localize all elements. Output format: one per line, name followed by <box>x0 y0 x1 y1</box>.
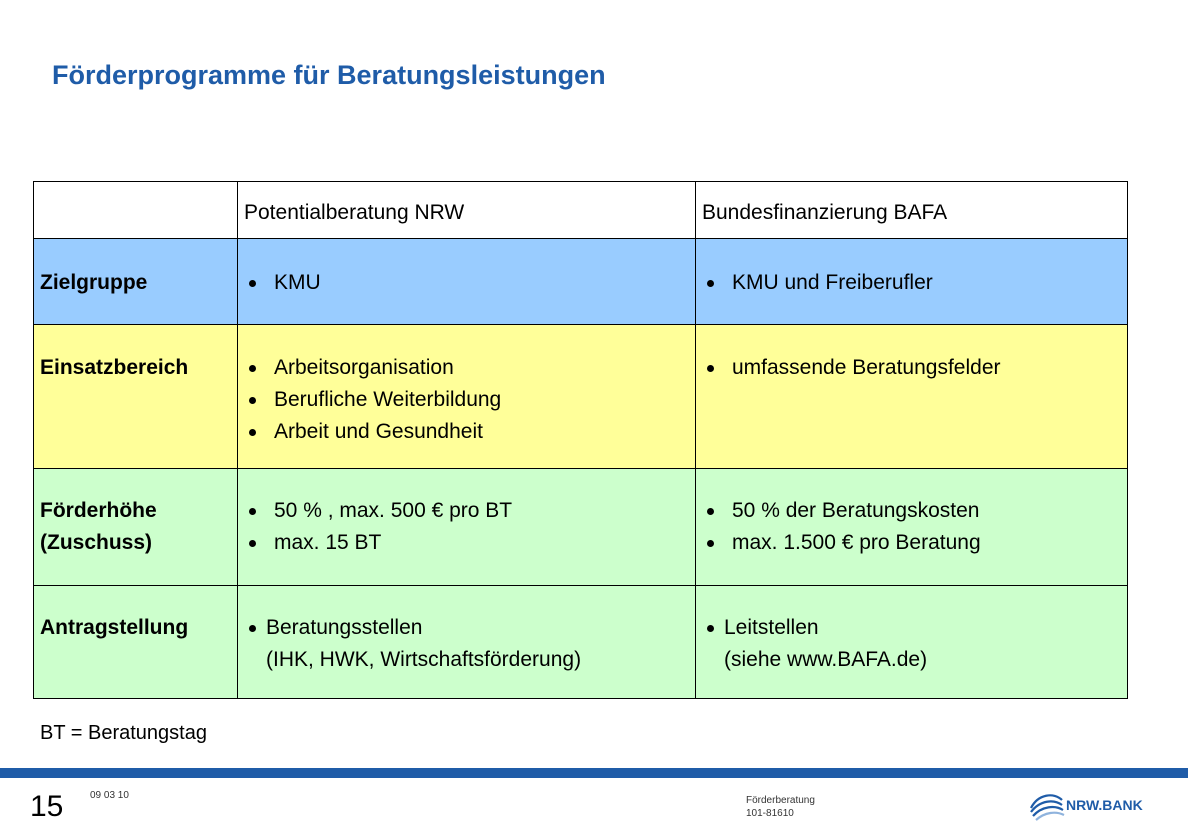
bullet-icon <box>249 540 256 547</box>
list-item: Beratungsstellen (IHK, HWK, Wirtschaftsförderung) <box>244 612 695 676</box>
footer-date: 09 03 10 <box>90 790 129 801</box>
bullet-icon <box>249 625 256 632</box>
bullet-icon <box>707 540 714 547</box>
header-cell-bafa: Bundesfinanzierung BAFA <box>696 182 1128 239</box>
list-item: Arbeit und Gesundheit <box>244 416 695 448</box>
bullet-icon <box>707 508 714 515</box>
bullet-icon <box>249 280 256 287</box>
list-item: umfassende Beratungsfelder <box>702 352 1127 384</box>
list-item: Berufliche Weiterbildung <box>244 384 695 416</box>
list-item: 50 % der Beratungskosten <box>702 495 1127 527</box>
list-item: KMU und Freiberufler <box>702 267 1127 299</box>
row-label-foerderhoehe: Förderhöhe (Zuschuss) <box>34 469 238 586</box>
nrw-bank-swoosh-icon <box>1028 786 1068 826</box>
cell-einsatzbereich-b <box>696 325 1128 469</box>
page-number: 15 <box>30 790 64 823</box>
cell-einsatzbereich-a <box>238 325 696 469</box>
footer-doc-info <box>746 794 815 820</box>
row-label-einsatzbereich: Einsatzbereich <box>34 325 238 469</box>
list-item: 50 % , max. 500 € pro BT <box>244 495 695 527</box>
bullet-icon <box>707 625 714 632</box>
row-label-zielgruppe: Zielgruppe <box>34 239 238 325</box>
footnote: BT = Beratungstag <box>40 722 207 744</box>
cell-foerderhoehe-a <box>238 469 696 586</box>
cell-zielgruppe-a <box>238 239 696 325</box>
bullet-icon <box>249 365 256 372</box>
nrw-bank-logo <box>1028 786 1158 826</box>
bullet-icon <box>707 365 714 372</box>
list-item: Arbeitsorganisation <box>244 352 695 384</box>
footer-doc-id: 101-81610 <box>746 808 794 819</box>
page-title: Förderprogramme für Beratungsleistungen <box>52 60 606 90</box>
cell-zielgruppe-b <box>696 239 1128 325</box>
table-row-einsatzbereich <box>34 325 1128 469</box>
table-header-row <box>34 182 1128 239</box>
list-item: Leitstellen (siehe www.BAFA.de) <box>702 612 1127 676</box>
header-cell-potentialberatung: Potentialberatung NRW <box>238 182 696 239</box>
list-item: max. 1.500 € pro Beratung <box>702 527 1127 559</box>
table-row-foerderhoehe <box>34 469 1128 586</box>
footer-doc-title: Förderberatung <box>746 795 815 806</box>
cell-antragstellung-a <box>238 586 696 699</box>
list-item: max. 15 BT <box>244 527 695 559</box>
table-row-antragstellung <box>34 586 1128 699</box>
bullet-icon <box>249 397 256 404</box>
logo-text: NRW.BANK <box>1066 797 1143 813</box>
list-item: KMU <box>244 267 695 299</box>
bullet-icon <box>249 429 256 436</box>
cell-foerderhoehe-b <box>696 469 1128 586</box>
cell-antragstellung-b <box>696 586 1128 699</box>
footer-divider <box>0 768 1188 778</box>
comparison-table <box>33 181 1128 699</box>
bullet-icon <box>707 280 714 287</box>
table-row-zielgruppe <box>34 239 1128 325</box>
row-label-antragstellung: Antragstellung <box>34 586 238 699</box>
bullet-icon <box>249 508 256 515</box>
header-empty-cell <box>34 182 238 239</box>
